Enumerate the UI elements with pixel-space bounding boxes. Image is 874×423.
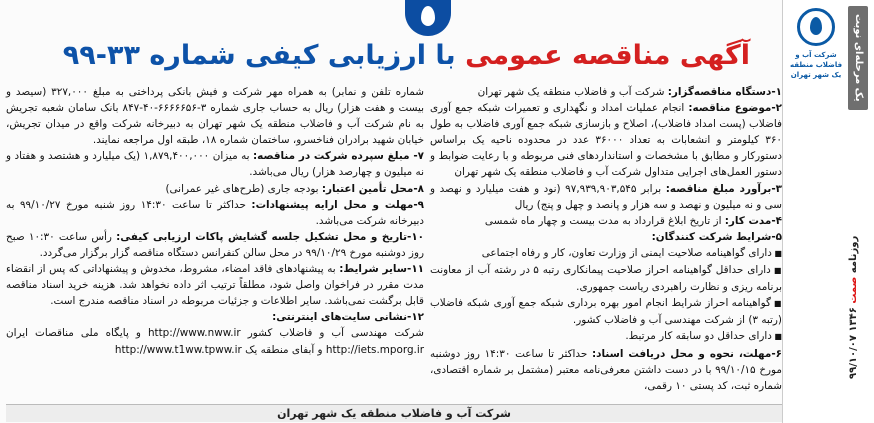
logo-company-name: شرکت آب و فاضلاب منطقه یک شهر تهران bbox=[789, 51, 843, 79]
newspaper-label: روزنامه bbox=[848, 235, 859, 274]
right_column-paragraph bbox=[430, 295, 782, 328]
right_column-text: انجام عملیات امداد و نگهداری و تعمیرات شبکه جمع آوری فاضلاب (پست امداد فاضلاب)، اصلاح و بازسازی شبکه جمع آوری فاضلاب به طول ۳۶۰ کیلومتر و انشعابات به تعداد ۳۶۰۰۰ عدد در محدوده ناحیه یک براساس دستورکار و مطابق با مشخصات و استانداردهای فنی مربوطه و با رعایت ضوابط و دستور العمل‌های اجرایی متداول شرکت آب و فاضلاب منطقه یک شهر تهران bbox=[430, 102, 782, 179]
left_column-text: شماره تلفن و نمابر) به همراه مهر شرکت و فیش بانکی پرداختی به مبلغ ۳۲۷,۰۰۰ (سیصد و بیست و هفت هزار) ریال به حساب جاری شماره ۳-۶۶۶۶۶۵۶-۴۰-۸۴۷ بانک سامان شعبه تجریش به نام شرکت آب و فاضلاب منطقه یک شهر تهران به دبیرخانه شرکت واقع در میدان تجریش، خیابان شهید برادران فناخسرو، ساختمان شماره ۱۸، طبقه اول مراجعه نمایند. bbox=[6, 86, 424, 147]
left-column bbox=[6, 84, 424, 358]
right_column-heading: ۵-شرایط شرکت کنندگان: bbox=[651, 230, 782, 243]
left_column-heading: ۸-محل تأمین اعتبار: bbox=[321, 182, 424, 195]
issue-number-date: ۱۳۴۶ ۹۹/۱۰/۰۷ bbox=[848, 307, 859, 380]
left_column-heading: ۱۰-تاریخ و محل تشکیل جلسه گشایش پاکات ارزیابی کیفی: bbox=[116, 230, 424, 243]
right_column-paragraph bbox=[430, 100, 782, 180]
left_column-paragraph bbox=[6, 325, 424, 357]
left_column-heading: ۱۲-نشانی سایت‌های اینترنتی: bbox=[272, 311, 424, 324]
right-column bbox=[430, 84, 782, 394]
right_column-heading: ۲-موضوع مناقصه: bbox=[688, 102, 783, 115]
right_column-paragraph bbox=[430, 346, 782, 394]
left_column-text: به میزان ۱,۸۷۹,۴۰۰,۰۰۰ (یک میلیارد و هشتصد و هفتاد و نه میلیون و چهارصد هزار) ریال می‌باشد. bbox=[6, 150, 424, 179]
logo-icon bbox=[797, 8, 835, 46]
page-title bbox=[62, 40, 750, 76]
left_column-text: بودجه جاری (طرح‌های غیر عمرانی) bbox=[165, 182, 322, 195]
left_column-paragraph bbox=[6, 229, 424, 261]
left_column-text: به پیشنهادهای فاقد امضاء، مشروط، مخدوش و پیشنهاداتی که پس از انقضاء مدت مقرر در فراخوان واصل شود، مطلقاً ترتیب اثر داده نخواهد شد. هزینه خرید اسناد مناقصه قابل برگشت نمی‌باشد. سایر اطلاعات و جزئیات مربوطه در اسناد مناقصه مندرج است. bbox=[6, 263, 424, 308]
tender-type-tag: یک مرحله‌ای نوبت اول bbox=[848, 6, 868, 110]
right_column-text: دارای حداقل دو سابقه کار مرتبط. bbox=[625, 330, 772, 343]
right_column-paragraph bbox=[430, 262, 782, 295]
left_column-paragraph bbox=[6, 261, 424, 309]
left_column-text: حداکثر تا ساعت ۱۴:۳۰ روز شنبه مورخ ۹۹/۱۰/۲۷ به دبیرخانه شرکت می‌باشد. bbox=[6, 198, 424, 227]
newspaper-brand: صمت bbox=[848, 276, 859, 304]
right_column-text: حداکثر تا ساعت ۱۴:۳۰ روز دوشنبه مورخ ۹۹/۱۰/۱۵ با در دست داشتن معرفی‌نامه معتبر (مشتمل بر شماره اقتصادی، شماره ثبت، کد پستی ۱۰ رقمی، bbox=[430, 347, 782, 392]
title-part-1: آگهی مناقصه عمومی bbox=[465, 40, 750, 71]
left_column-paragraph bbox=[6, 197, 424, 229]
left_column-heading: ۹-مهلت و محل ارایه پیشنهادات: bbox=[251, 198, 425, 211]
left_column-heading: ۱۱-سایر شرایط: bbox=[339, 263, 424, 276]
footer-company: شرکت آب و فاضلاب منطقه یک شهر تهران bbox=[6, 404, 782, 422]
right_column-text: گواهینامه احراز شرایط انجام امور بهره برداری شبکه جمع آوری شبکه فاضلاب (رتبه ۳) از شرکت مهندسی آب و فاضلاب کشور. bbox=[430, 297, 782, 327]
right_column-paragraph bbox=[430, 229, 782, 245]
right_column-heading: ۴-مدت کار: bbox=[724, 214, 782, 227]
company-logo bbox=[788, 8, 844, 100]
side-strip bbox=[782, 0, 874, 423]
right_column-heading: ۳-برآورد مبلغ مناقصه: bbox=[665, 182, 782, 195]
left_column-paragraph bbox=[6, 181, 424, 197]
right_column-text: شرکت آب و فاضلاب منطقه یک شهر تهران bbox=[477, 86, 668, 98]
title-part-2: با ارزیابی کیفی شماره ۳۳-۹۹ bbox=[62, 40, 456, 71]
right_column-text: برابر ۹۷,۹۳۹,۹۰۳,۵۴۵ (نود و هفت میلیارد و نهصد و سی و نه میلیون و نهصد و سه هزار و پانصد و چهل و پنج) ریال bbox=[430, 182, 782, 211]
right_column-text: دارای گواهینامه صلاحیت ایمنی از وزارت تعاون، کار و رفاه اجتماعی bbox=[481, 246, 772, 259]
left_column-paragraph bbox=[6, 84, 424, 148]
left_column-text: رأس ساعت ۱۰:۳۰ صبح روز دوشنبه مورخ ۹۹/۱۰/۲۹ در محل سالن کنفرانس دستگاه مناقصه گزار برگزار می‌گردد. bbox=[6, 230, 424, 259]
newspaper-info bbox=[848, 200, 866, 415]
right_column-heading: ۶-مهلت، نحوه و محل دریافت اسناد: bbox=[591, 347, 783, 360]
right_column-paragraph bbox=[430, 84, 782, 100]
right_column-heading: ۱-دستگاه مناقصه‌گزار: bbox=[667, 86, 782, 98]
right_column-paragraph bbox=[430, 328, 782, 345]
left_column-paragraph bbox=[6, 148, 424, 180]
left_column-text: شرکت مهندسی آب و فاضلاب کشور http://www.nww.ir و پایگاه ملی مناقصات ایران http://iets.mporg.ir و آبفای منطقه یک http://www.t1ww.tpww.ir bbox=[6, 327, 424, 356]
right_column-paragraph bbox=[430, 245, 782, 262]
left_column-paragraph bbox=[6, 309, 424, 325]
water-drop-icon bbox=[405, 0, 451, 36]
right_column-text: دارای حداقل گواهینامه احراز صلاحیت پیمانکاری رتبه ۵ در رشته آب از معاونت برنامه ریزی و نظارت راهبردی ریاست جمهوری. bbox=[430, 264, 782, 294]
right_column-paragraph bbox=[430, 213, 782, 229]
right_column-text: از تاریخ ابلاغ قرارداد به مدت بیست و چهار ماه شمسی bbox=[484, 214, 725, 227]
right_column-paragraph bbox=[430, 181, 782, 213]
left_column-heading: ۷- مبلغ سپرده شرکت در مناقصه: bbox=[253, 150, 424, 163]
